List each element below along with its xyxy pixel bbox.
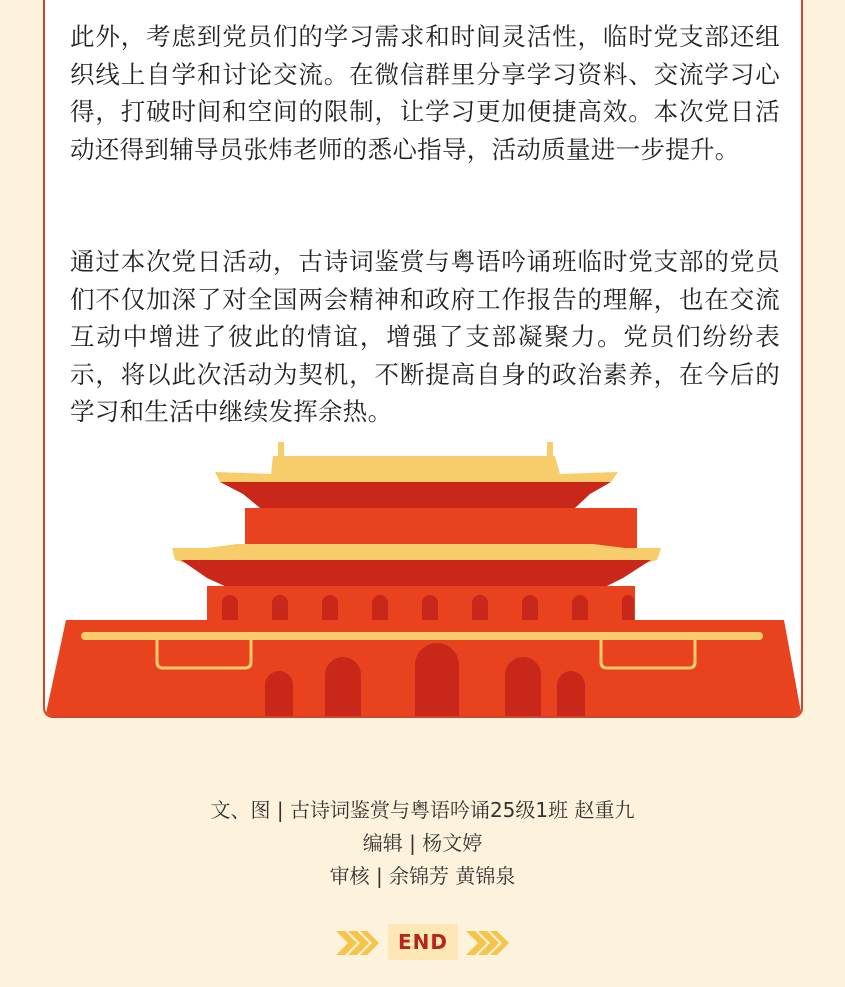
reviewer-credit: 审核 | 余锦芳 黄锦泉 <box>329 864 516 888</box>
article-paragraph: 通过本次党日活动，古诗词鉴赏与粤语吟诵班临时党支部的党员们不仅加深了对全国两会精神和政府工作报告的理解，也在交流互动中增进了彼此的情谊，增强了支部凝聚力。党员们纷纷表示，将以此次活动为契机，不断提高自身的政治素养，在今后的学习和生活中继续发挥余热。 <box>70 247 780 426</box>
credits <box>0 794 845 893</box>
double-chevron-right-icon <box>466 931 510 955</box>
editor-credit: 编辑 | 杨文婷 <box>362 831 483 855</box>
article-card <box>43 0 803 718</box>
end-marker <box>336 924 510 962</box>
end-label: END <box>388 924 458 960</box>
double-chevron-right-icon <box>336 931 380 955</box>
author-credit: 文、图 | 古诗词鉴赏与粤语吟诵25级1班 赵重九 <box>210 798 635 822</box>
article-paragraph: 此外，考虑到党员们的学习需求和时间灵活性，临时党支部还组织线上自学和讨论交流。在微信群里分享学习资料、交流学习心得，打破时间和空间的限制，让学习更加便捷高效。本次党日活动还得到辅导员张炜老师的悉心指导，活动质量进一步提升。 <box>70 22 780 164</box>
tiananmen-gate-illustration <box>45 420 803 718</box>
